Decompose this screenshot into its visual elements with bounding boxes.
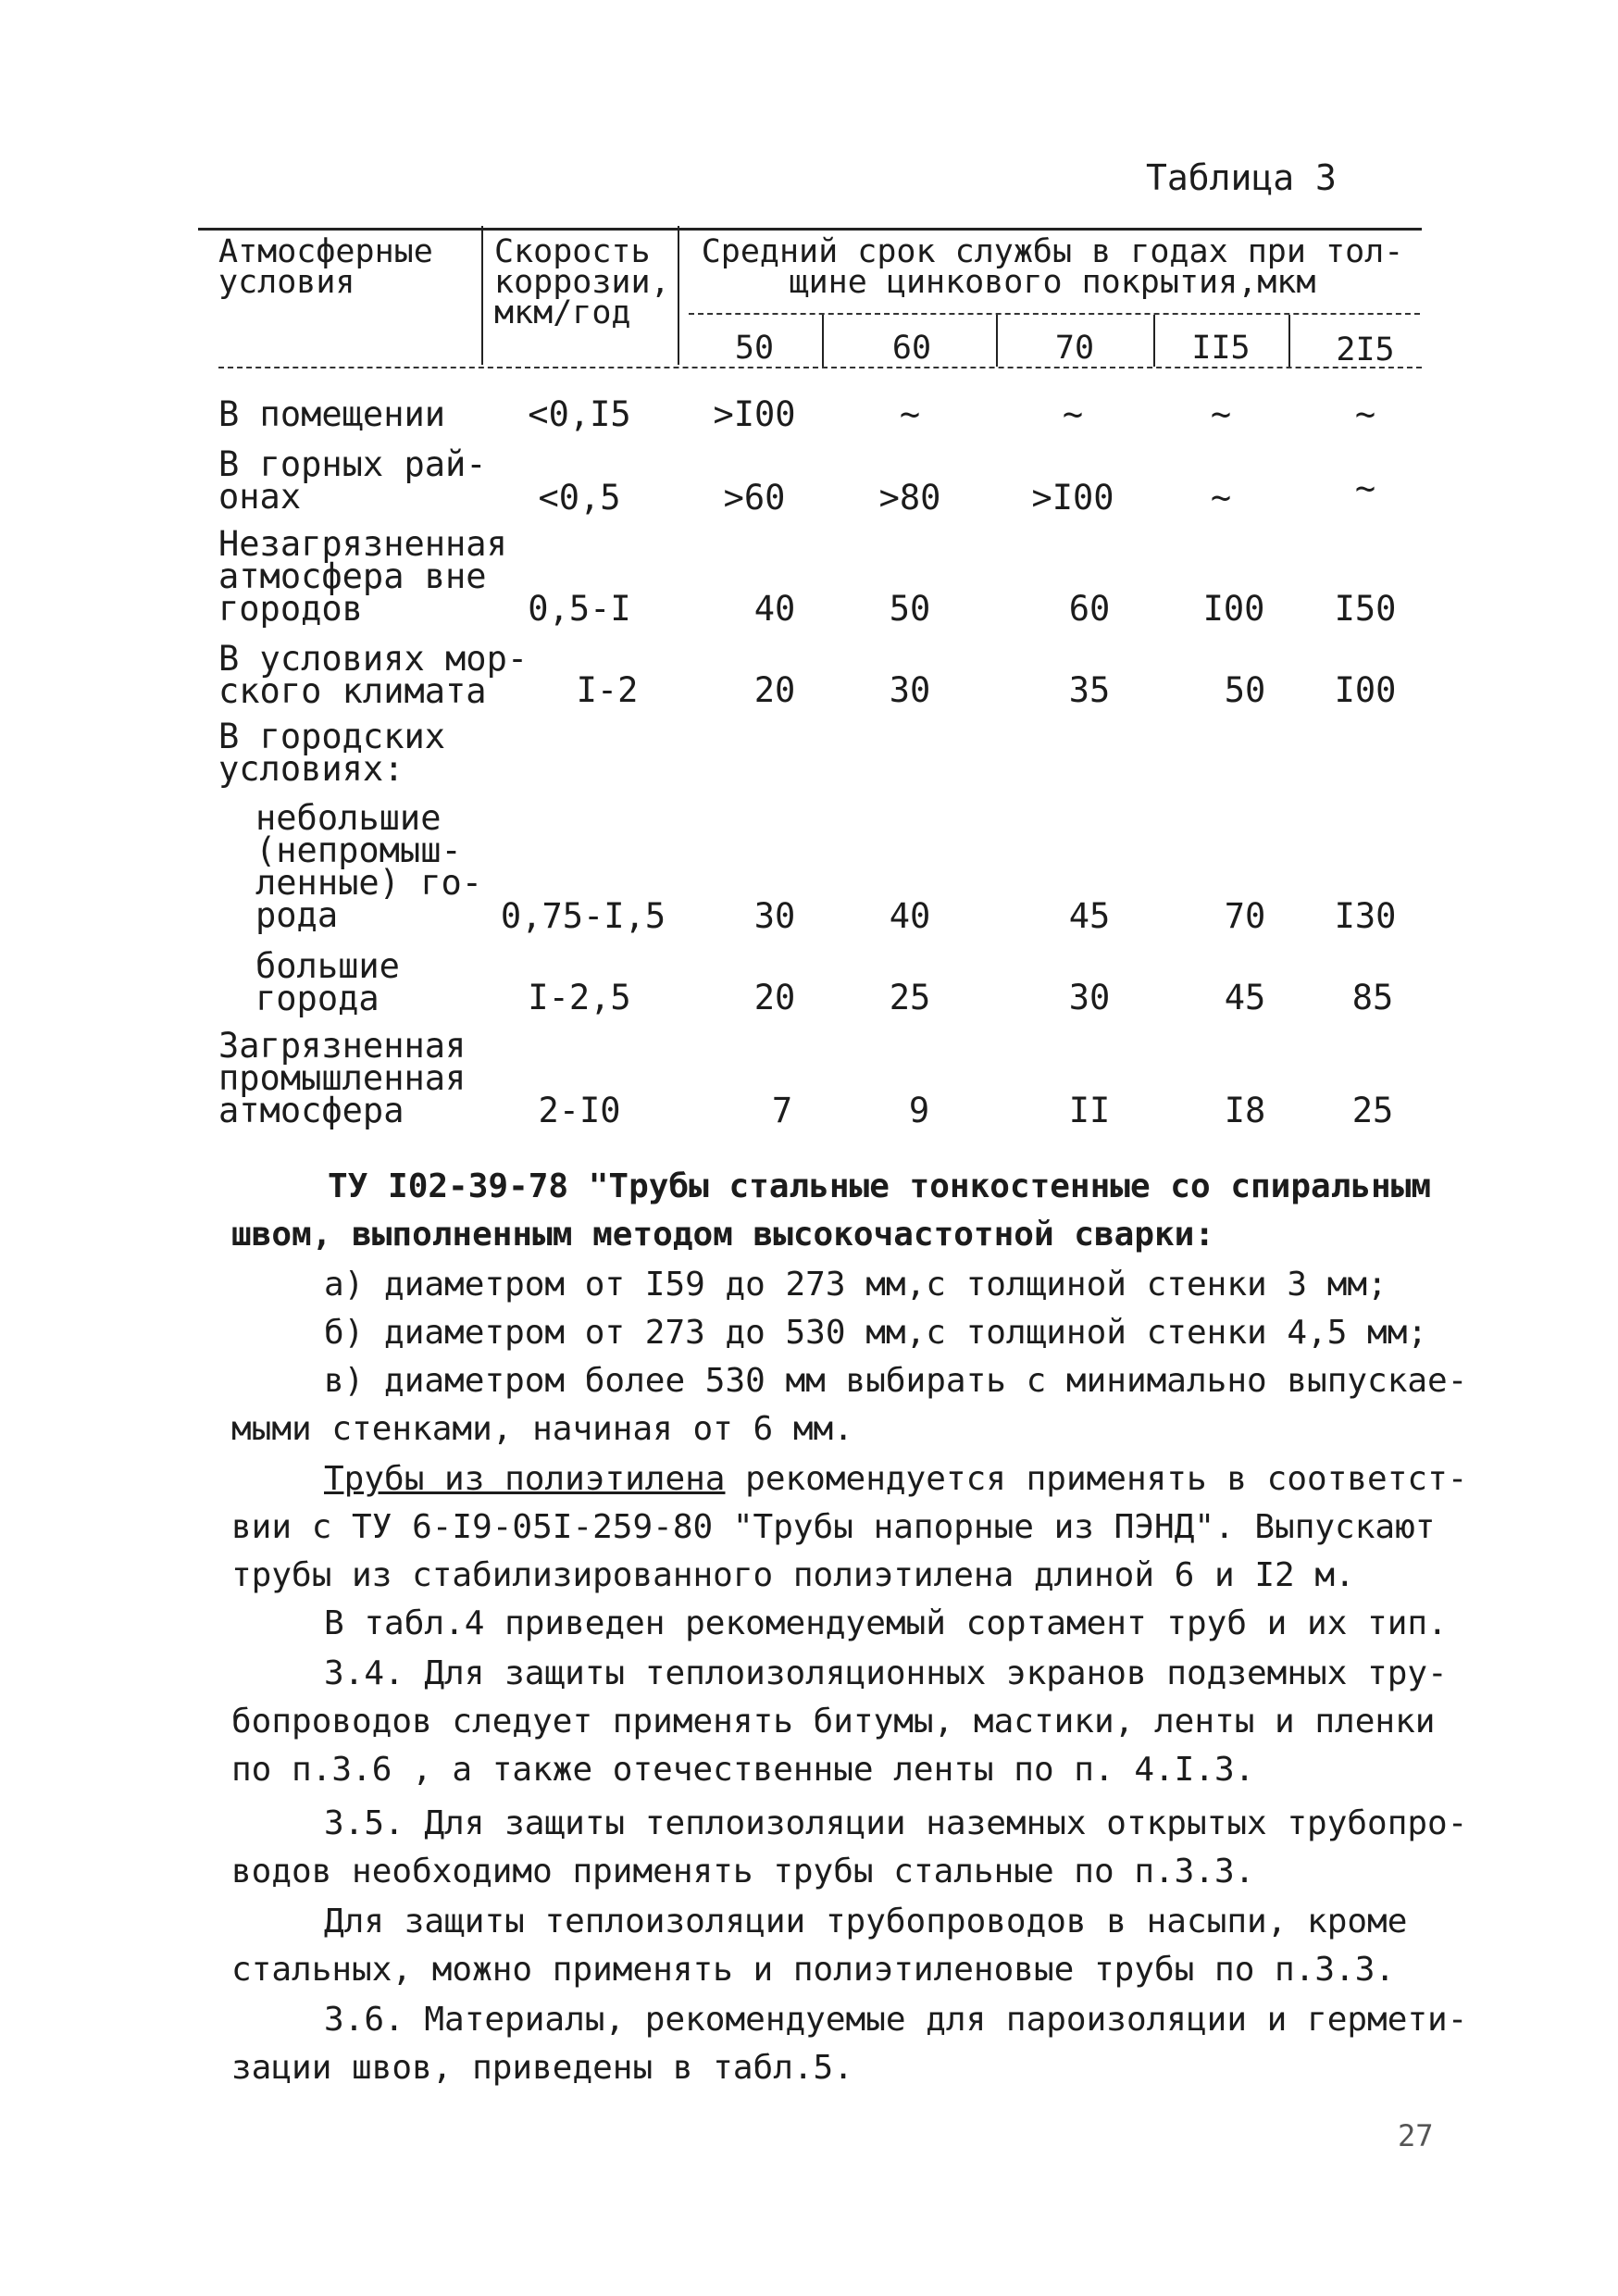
value-large-cities-70: 30 — [1068, 978, 1111, 1017]
header-divider-1 — [481, 226, 483, 365]
para-tu-102-cont: швом, выполненным методом высокочастотной сварки: — [231, 1216, 1215, 1254]
page-number: 27 — [1398, 2118, 1434, 2153]
para-3-5-line2: водов необходимо применять трубы стальные по п.3.3. — [231, 1853, 1255, 1890]
value-small-cities-60: 40 — [889, 896, 931, 936]
header-divider-2 — [678, 226, 679, 365]
thickness-215: 2I5 — [1336, 331, 1395, 368]
polyethylene-heading: Трубы из полиэтилена — [324, 1460, 726, 1498]
value-small-cities-70: 45 — [1068, 896, 1111, 936]
value-small-cities-215: I30 — [1334, 896, 1397, 936]
thickness-divider-1 — [822, 315, 824, 367]
value-indoors-215: ~ — [1354, 394, 1376, 434]
row-label-mountains: В горных рай- онах — [218, 444, 487, 517]
value-unpolluted-215: I50 — [1334, 589, 1397, 629]
rate-industrial: 2-I0 — [538, 1091, 621, 1130]
value-mountains-60: >80 — [878, 478, 941, 518]
para-polyethylene-line2: вии с ТУ 6-I9-05I-259-80 "Трубы напорные из ПЭНД". Выпускают — [231, 1508, 1436, 1546]
value-indoors-115: ~ — [1210, 394, 1232, 434]
para-polyethylene-line3: трубы из стабилизированного полиэтилена длиной 6 и I2 м. — [231, 1556, 1355, 1594]
value-mountains-50: >60 — [723, 478, 786, 518]
list-item-c: в) диаметром более 530 мм выбирать с минимально выпускае- — [324, 1362, 1468, 1400]
header-service-life: Средний срок службы в годах при тол- щине цинкового покрытия,мкм — [701, 233, 1404, 301]
value-unpolluted-115: I00 — [1202, 589, 1265, 629]
para-3-6-line2: зации швов, приведены в табл.5. — [231, 2049, 853, 2087]
value-mountains-115: ~ — [1210, 478, 1232, 518]
value-industrial-215: 25 — [1351, 1091, 1394, 1130]
table-caption: Таблица 3 — [1146, 157, 1337, 198]
value-indoors-60: ~ — [899, 394, 921, 434]
thickness-header-rule — [689, 313, 1420, 315]
thickness-50: 50 — [734, 330, 775, 367]
value-marine-215: I00 — [1334, 670, 1397, 710]
value-unpolluted-70: 60 — [1068, 589, 1111, 629]
header-corrosion-rate: Скорость коррозии, мкм/год — [494, 233, 670, 331]
value-marine-60: 30 — [889, 670, 931, 710]
value-large-cities-50: 20 — [753, 978, 796, 1017]
row-label-unpolluted: Незагрязненная атмосфера вне городов — [218, 524, 507, 629]
value-unpolluted-60: 50 — [889, 589, 931, 629]
value-marine-70: 35 — [1068, 670, 1111, 710]
rate-indoors: <0,I5 — [528, 394, 631, 434]
value-industrial-70: II — [1068, 1091, 1111, 1130]
row-label-urban-group: В городских условиях: — [218, 717, 446, 789]
value-small-cities-115: 70 — [1224, 896, 1266, 936]
para-tu-102: ТУ I02-39-78 "Трубы стальные тонкостенные со спиральным — [328, 1167, 1432, 1205]
para-embankment: Для защиты теплоизоляции трубопроводов в насыпи, кроме — [324, 1903, 1408, 1940]
thickness-115: II5 — [1191, 330, 1251, 367]
para-3-5: 3.5. Для защиты теплоизоляции наземных открытых трубопро- — [324, 1804, 1468, 1842]
value-indoors-50: >I00 — [713, 394, 796, 434]
value-indoors-70: ~ — [1062, 394, 1084, 434]
para-3-4-line3: по п.3.6 , а также отечественные ленты по п. 4.I.3. — [231, 1751, 1255, 1789]
value-mountains-215: ~ — [1354, 468, 1376, 508]
value-large-cities-215: 85 — [1351, 978, 1394, 1017]
value-marine-50: 20 — [753, 670, 796, 710]
thickness-divider-3 — [1153, 315, 1155, 367]
header-bottom-rule — [218, 367, 1422, 368]
value-large-cities-60: 25 — [889, 978, 931, 1017]
para-3-4-line2: бопроводов следует применять битумы, мастики, ленты и пленки — [231, 1703, 1436, 1741]
row-label-indoors: В помещении — [218, 394, 446, 434]
para-embankment-line2: стальных, можно применять и полиэтиленовые трубы по п.3.3. — [231, 1951, 1396, 1989]
row-label-industrial: Загрязненная промышленная атмосфера — [218, 1026, 467, 1130]
thickness-divider-2 — [996, 315, 998, 367]
rate-unpolluted: 0,5-I — [528, 589, 631, 629]
value-large-cities-115: 45 — [1224, 978, 1266, 1017]
list-item-a: а) диаметром от I59 до 273 мм,с толщиной стенки 3 мм; — [324, 1266, 1388, 1304]
value-marine-115: 50 — [1224, 670, 1266, 710]
rate-large-cities: I-2,5 — [528, 978, 631, 1017]
para-table4-ref: В табл.4 приведен рекомендуемый сортамент труб и их тип. — [324, 1604, 1448, 1642]
header-conditions: Атмосферные условия — [218, 233, 433, 301]
value-industrial-50: 7 — [771, 1091, 793, 1130]
list-item-b: б) диаметром от 273 до 530 мм,с толщиной стенки 4,5 мм; — [324, 1314, 1428, 1352]
thickness-60: 60 — [891, 330, 932, 367]
row-label-marine: В условиях мор- ского климата — [218, 639, 529, 711]
value-small-cities-50: 30 — [753, 896, 796, 936]
value-mountains-70: >I00 — [1031, 478, 1114, 518]
value-industrial-115: I8 — [1224, 1091, 1266, 1130]
rate-mountains: <0,5 — [538, 478, 621, 518]
row-label-small-cities: небольшие (непромыш- ленные) го- рода — [255, 798, 483, 935]
rate-small-cities: 0,75-I,5 — [500, 896, 666, 936]
para-polyethylene: Трубы из полиэтилена рекомендуется применять в соответст- — [324, 1460, 1468, 1498]
thickness-70: 70 — [1054, 330, 1095, 367]
value-unpolluted-50: 40 — [753, 589, 796, 629]
thickness-divider-4 — [1288, 315, 1290, 367]
table-top-rule — [198, 228, 1422, 231]
para-3-4: 3.4. Для защиты теплоизоляционных экранов подземных тру- — [324, 1654, 1448, 1692]
value-industrial-60: 9 — [908, 1091, 930, 1130]
list-item-c-cont: мыми стенками, начиная от 6 мм. — [231, 1410, 853, 1448]
para-3-6: 3.6. Материалы, рекомендуемые для пароизоляции и гермети- — [324, 2001, 1468, 2039]
rate-marine: I-2 — [576, 670, 639, 710]
row-label-large-cities: большие города — [255, 946, 400, 1018]
